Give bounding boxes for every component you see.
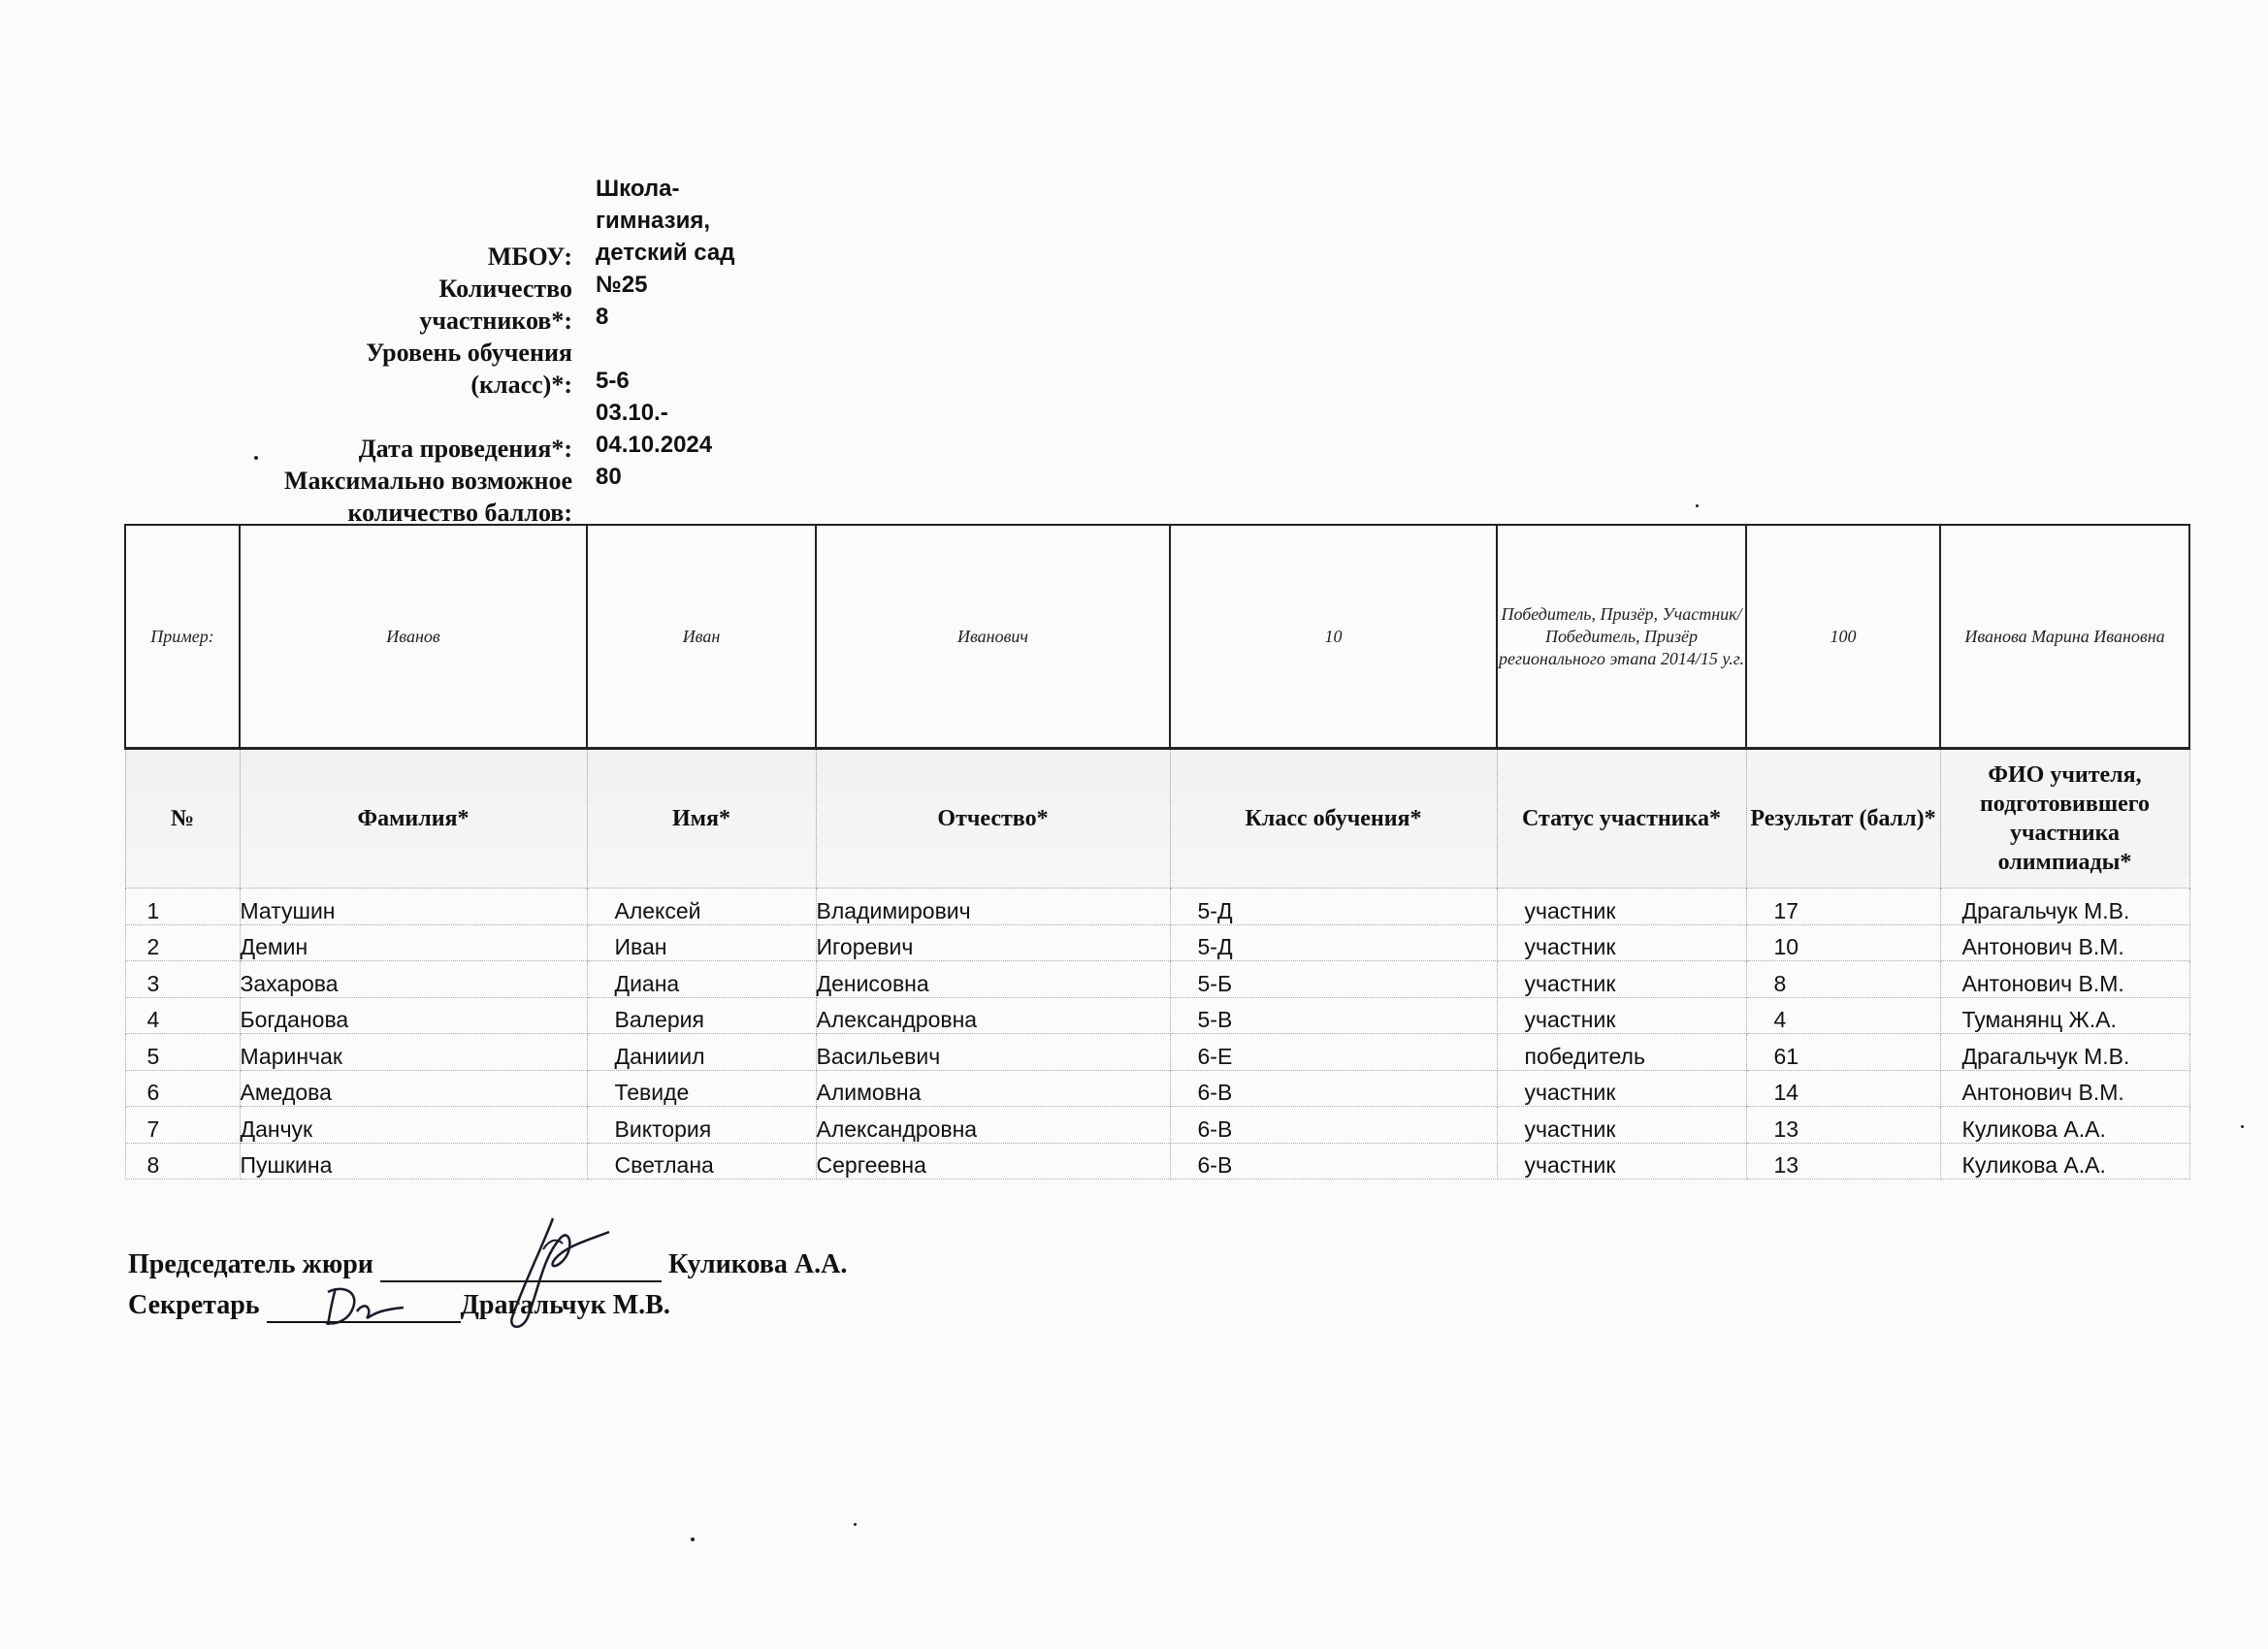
cell-teacher: Антонович В.М. <box>1940 924 2189 961</box>
cell-status: участник <box>1497 1107 1746 1144</box>
label-max-1: Максимально возможное <box>283 467 572 495</box>
header-cell-class: Класс обучения* <box>1170 749 1497 889</box>
value-school-4: №25 <box>596 272 648 298</box>
example-cell: Иван <box>587 525 816 749</box>
cell-class: 6-В <box>1170 1107 1497 1144</box>
scan-dot <box>854 1523 857 1526</box>
value-spacer <box>596 333 761 365</box>
scan-dot <box>1696 504 1699 507</box>
cell-status: участник <box>1497 1143 1746 1180</box>
chair-signature <box>485 1211 621 1337</box>
header-cell-status: Статус участника* <box>1497 749 1746 889</box>
cell-first-name: Виктория <box>587 1107 816 1144</box>
cell-status: участник <box>1497 961 1746 998</box>
value-date-1: 03.10.- <box>596 400 668 426</box>
cell-surname: Богданова <box>240 997 587 1034</box>
table-row <box>125 1034 2189 1071</box>
example-cell: Иванова Марина Ивановна <box>1940 525 2189 749</box>
secretary-signature <box>314 1278 411 1337</box>
cell-teacher: Драгальчук М.В. <box>1940 889 2189 925</box>
header-cell-surname: Фамилия* <box>240 749 587 889</box>
scan-dot <box>691 1537 695 1541</box>
table-row <box>125 924 2189 961</box>
cell-class: 6-В <box>1170 1070 1497 1107</box>
chair-label: Председатель жюри <box>128 1249 373 1279</box>
label-level-1: Уровень обучения <box>366 339 572 367</box>
cell-row-number: 4 <box>125 997 240 1034</box>
secretary-name: Драгальчук М.В. <box>460 1290 670 1320</box>
cell-teacher: Драгальчук М.В. <box>1940 1034 2189 1071</box>
header-row <box>125 749 2189 889</box>
cell-first-name: Алексей <box>587 889 816 925</box>
cell-result: 4 <box>1746 997 1940 1034</box>
example-cell: Иванович <box>816 525 1170 749</box>
cell-row-number: 2 <box>125 924 240 961</box>
example-cell: Пример: <box>125 525 240 749</box>
example-cell: Иванов <box>240 525 587 749</box>
cell-class: 5-В <box>1170 997 1497 1034</box>
label-spacer <box>233 401 572 433</box>
cell-status: участник <box>1497 997 1746 1034</box>
cell-row-number: 3 <box>125 961 240 998</box>
value-date-2: 04.10.2024 <box>596 432 713 458</box>
header-cell-result: Результат (балл)* <box>1746 749 1940 889</box>
cell-class: 5-Д <box>1170 889 1497 925</box>
results-table <box>124 524 2190 1180</box>
cell-class: 6-Е <box>1170 1034 1497 1071</box>
value-school-1: Школа- <box>596 176 680 202</box>
table-row <box>125 1143 2189 1180</box>
chair-name: Куликова А.А. <box>667 1249 848 1279</box>
label-mbou: МБОУ: <box>487 242 572 271</box>
scan-dot <box>2241 1125 2244 1128</box>
cell-result: 61 <box>1746 1034 1940 1071</box>
cell-patronymic: Игоревич <box>816 924 1170 961</box>
value-count: 8 <box>596 304 609 330</box>
cell-first-name: Диана <box>587 961 816 998</box>
cell-teacher: Антонович В.М. <box>1940 1070 2189 1107</box>
cell-row-number: 1 <box>125 889 240 925</box>
cell-teacher: Туманянц Ж.А. <box>1940 997 2189 1034</box>
value-school-3: детский сад <box>596 240 735 266</box>
example-cell: Победитель, Призёр, Участник/Победитель, Призёр регионального этапа 2014/15 у.г. <box>1497 525 1746 749</box>
table-row <box>125 1070 2189 1107</box>
cell-patronymic: Денисовна <box>816 961 1170 998</box>
cell-result: 13 <box>1746 1107 1940 1144</box>
cell-surname: Маринчак <box>240 1034 587 1071</box>
cell-surname: Данчук <box>240 1107 587 1144</box>
table-row <box>125 889 2189 925</box>
cell-result: 10 <box>1746 924 1940 961</box>
label-count-2: участников*: <box>419 307 572 335</box>
cell-patronymic: Владимирович <box>816 889 1170 925</box>
header-cell-number: № <box>125 749 240 889</box>
cell-surname: Захарова <box>240 961 587 998</box>
label-max-2: количество баллов: <box>347 499 572 527</box>
secretary-label: Секретарь <box>128 1290 260 1320</box>
table-row <box>125 1107 2189 1144</box>
cell-status: участник <box>1497 889 1746 925</box>
header-cell-patronymic: Отчество* <box>816 749 1170 889</box>
cell-teacher: Антонович В.М. <box>1940 961 2189 998</box>
value-school-2: гимназия, <box>596 208 710 234</box>
cell-teacher: Куликова А.А. <box>1940 1107 2189 1144</box>
info-labels <box>233 241 572 529</box>
cell-patronymic: Алимовна <box>816 1070 1170 1107</box>
label-level-2: (класс)*: <box>470 371 572 399</box>
label-count-1: Количество <box>438 275 572 303</box>
cell-first-name: Светлана <box>587 1143 816 1180</box>
cell-patronymic: Сергеевна <box>816 1143 1170 1180</box>
cell-first-name: Иван <box>587 924 816 961</box>
cell-class: 5-Д <box>1170 924 1497 961</box>
cell-result: 8 <box>1746 961 1940 998</box>
cell-first-name: Валерия <box>587 997 816 1034</box>
header-cell-name: Имя* <box>587 749 816 889</box>
cell-row-number: 5 <box>125 1034 240 1071</box>
table-row <box>125 961 2189 998</box>
header-cell-teacher: ФИО учителя, подготовившего участника олимпиады* <box>1940 749 2189 889</box>
cell-surname: Пушкина <box>240 1143 587 1180</box>
cell-surname: Демин <box>240 924 587 961</box>
cell-class: 5-Б <box>1170 961 1497 998</box>
example-cell: 10 <box>1170 525 1497 749</box>
table-row <box>125 997 2189 1034</box>
value-max: 80 <box>596 464 622 490</box>
cell-result: 17 <box>1746 889 1940 925</box>
example-row <box>125 525 2189 749</box>
label-date: Дата проведения*: <box>358 435 572 463</box>
cell-patronymic: Васильевич <box>816 1034 1170 1071</box>
example-cell: 100 <box>1746 525 1940 749</box>
value-level: 5-6 <box>596 368 630 394</box>
cell-class: 6-В <box>1170 1143 1497 1180</box>
cell-status: участник <box>1497 1070 1746 1107</box>
cell-surname: Матушин <box>240 889 587 925</box>
cell-row-number: 8 <box>125 1143 240 1180</box>
cell-patronymic: Александровна <box>816 997 1170 1034</box>
cell-status: участник <box>1497 924 1746 961</box>
scan-dot <box>254 456 258 460</box>
cell-status: победитель <box>1497 1034 1746 1071</box>
cell-surname: Амедова <box>240 1070 587 1107</box>
cell-first-name: Тевиде <box>587 1070 816 1107</box>
cell-result: 13 <box>1746 1143 1940 1180</box>
cell-row-number: 7 <box>125 1107 240 1144</box>
cell-result: 14 <box>1746 1070 1940 1107</box>
cell-teacher: Куликова А.А. <box>1940 1143 2189 1180</box>
cell-patronymic: Александровна <box>816 1107 1170 1144</box>
info-values <box>596 173 761 493</box>
cell-row-number: 6 <box>125 1070 240 1107</box>
table-body <box>125 889 2189 1180</box>
cell-first-name: Данииил <box>587 1034 816 1071</box>
